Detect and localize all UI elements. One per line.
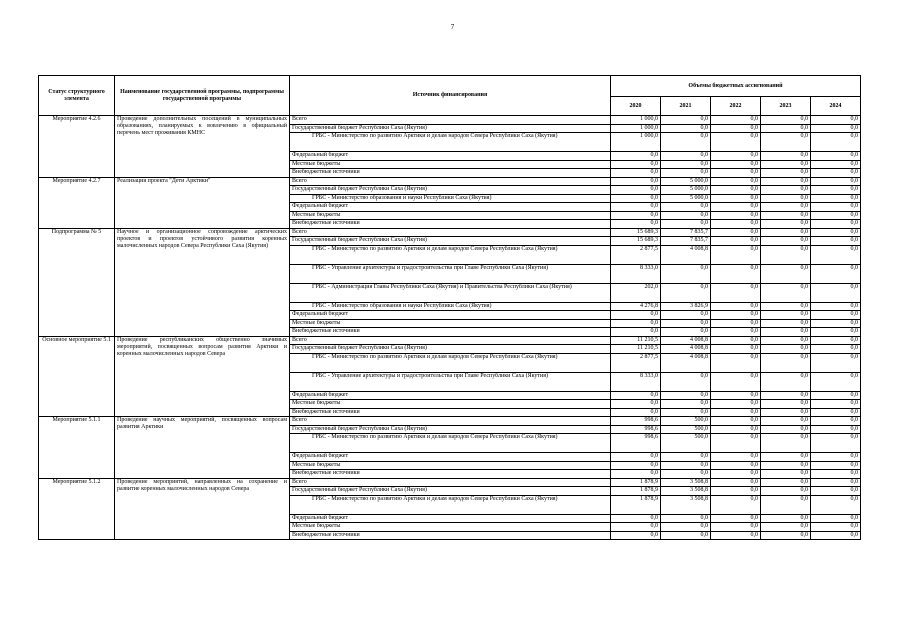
amount-cell: 4 008,8 xyxy=(661,336,711,345)
funding-source-cell: Внебюджетные источники xyxy=(290,169,611,178)
amount-cell: 0,0 xyxy=(711,133,761,152)
amount-cell: 0,0 xyxy=(611,203,661,212)
budget-table xyxy=(38,75,861,540)
table-row xyxy=(39,116,861,125)
amount-cell: 0,0 xyxy=(711,461,761,470)
amount-cell: 0,0 xyxy=(711,514,761,523)
amount-cell: 0,0 xyxy=(761,353,811,372)
amount-cell: 0,0 xyxy=(811,169,861,178)
funding-source-cell: Государственный бюджет Республики Саха (Якутия) xyxy=(290,124,611,133)
funding-source-cell: Федеральный бюджет xyxy=(290,453,611,462)
amount-cell: 0,0 xyxy=(761,531,811,540)
amount-cell: 0,0 xyxy=(761,523,811,532)
amount-cell: 0,0 xyxy=(611,211,661,220)
amount-cell: 500,0 xyxy=(661,425,711,434)
status-cell: Мероприятие 4.2.6 xyxy=(39,116,115,178)
amount-cell: 0,0 xyxy=(761,336,811,345)
amount-cell: 0,0 xyxy=(611,169,661,178)
amount-cell: 0,0 xyxy=(761,391,811,400)
amount-cell: 0,0 xyxy=(711,425,761,434)
header-volumes: Объемы бюджетных ассигнований xyxy=(611,76,861,97)
amount-cell: 0,0 xyxy=(711,245,761,264)
amount-cell: 1 878,9 xyxy=(611,495,661,514)
page-number: 7 xyxy=(450,23,455,31)
amount-cell: 0,0 xyxy=(711,391,761,400)
amount-cell: 0,0 xyxy=(761,461,811,470)
amount-cell: 0,0 xyxy=(811,311,861,320)
amount-cell: 0,0 xyxy=(811,211,861,220)
funding-source-cell: Федеральный бюджет xyxy=(290,152,611,161)
amount-cell: 1 878,9 xyxy=(611,487,661,496)
funding-source-cell: ГРБС - Управление архитектуры и градостроительства при Главе Республики Саха (Якутия) xyxy=(290,264,611,283)
amount-cell: 1 878,9 xyxy=(611,478,661,487)
funding-source-cell: Всего xyxy=(290,417,611,426)
amount-cell: 0,0 xyxy=(611,408,661,417)
amount-cell: 998,6 xyxy=(611,417,661,426)
amount-cell: 0,0 xyxy=(711,495,761,514)
funding-source-cell: ГРБС - Министерство образования и науки Республики Саха (Якутия) xyxy=(290,194,611,203)
amount-cell: 0,0 xyxy=(661,400,711,409)
funding-source-cell: Местные бюджеты xyxy=(290,461,611,470)
amount-cell: 0,0 xyxy=(711,169,761,178)
amount-cell: 998,6 xyxy=(611,434,661,453)
status-cell: Мероприятие 5.1.2 xyxy=(39,478,115,540)
amount-cell: 0,0 xyxy=(711,453,761,462)
amount-cell: 0,0 xyxy=(811,194,861,203)
amount-cell: 0,0 xyxy=(761,211,811,220)
amount-cell: 0,0 xyxy=(661,523,711,532)
amount-cell: 0,0 xyxy=(811,124,861,133)
amount-cell: 0,0 xyxy=(661,264,711,283)
amount-cell: 0,0 xyxy=(661,160,711,169)
amount-cell: 0,0 xyxy=(811,220,861,229)
amount-cell: 0,0 xyxy=(761,319,811,328)
amount-cell: 0,0 xyxy=(811,328,861,337)
amount-cell: 0,0 xyxy=(711,328,761,337)
amount-cell: 0,0 xyxy=(811,470,861,479)
amount-cell: 0,0 xyxy=(661,124,711,133)
amount-cell: 998,6 xyxy=(611,425,661,434)
amount-cell: 0,0 xyxy=(661,152,711,161)
amount-cell: 0,0 xyxy=(811,434,861,453)
amount-cell: 0,0 xyxy=(811,487,861,496)
amount-cell: 1 000,0 xyxy=(611,116,661,125)
funding-source-cell: ГРБС - Министерство по развитию Арктики и делам народов Севера Республики Саха (Якутия) xyxy=(290,495,611,514)
amount-cell: 0,0 xyxy=(661,133,711,152)
amount-cell: 0,0 xyxy=(811,523,861,532)
amount-cell: 0,0 xyxy=(811,264,861,283)
amount-cell: 5 000,0 xyxy=(661,194,711,203)
amount-cell: 0,0 xyxy=(611,328,661,337)
funding-source-cell: Местные бюджеты xyxy=(290,319,611,328)
amount-cell: 0,0 xyxy=(611,391,661,400)
header-name: Наименование государственной программы, подпрограммы государственной программы xyxy=(115,76,290,116)
amount-cell: 0,0 xyxy=(761,408,811,417)
amount-cell: 0,0 xyxy=(711,203,761,212)
amount-cell: 0,0 xyxy=(711,220,761,229)
amount-cell: 0,0 xyxy=(611,461,661,470)
funding-source-cell: ГРБС - Министерство образования и науки Республики Саха (Якутия) xyxy=(290,302,611,311)
amount-cell: 0,0 xyxy=(811,531,861,540)
amount-cell: 0,0 xyxy=(611,160,661,169)
amount-cell: 0,0 xyxy=(761,400,811,409)
amount-cell: 15 689,3 xyxy=(611,228,661,237)
program-name-cell: Проведение республиканских общественно значимых мероприятий, посвященных вопросам развития Арктики и коренных малочисленных народов Севера xyxy=(115,336,290,417)
amount-cell: 0,0 xyxy=(661,470,711,479)
program-name-cell: Научное и организационное сопровождение арктических проектов и проектов устойчивого развития коренных малочисленных народов Севера Республики Саха (Якутия) xyxy=(115,228,290,336)
amount-cell: 0,0 xyxy=(711,523,761,532)
amount-cell: 0,0 xyxy=(711,531,761,540)
header-year: 2022 xyxy=(711,97,761,116)
program-name-cell: Проведение дополнительных посещений в муниципальных образованиях, планируемых к вовлечению в официальный перечень мест проживания КМНС xyxy=(115,116,290,178)
funding-source-cell: Государственный бюджет Республики Саха (Якутия) xyxy=(290,345,611,354)
amount-cell: 0,0 xyxy=(761,194,811,203)
amount-cell: 0,0 xyxy=(811,514,861,523)
amount-cell: 0,0 xyxy=(711,237,761,246)
amount-cell: 0,0 xyxy=(761,495,811,514)
amount-cell: 0,0 xyxy=(711,211,761,220)
header-status: Статус структурного элемента xyxy=(39,76,115,116)
amount-cell: 0,0 xyxy=(811,345,861,354)
amount-cell: 0,0 xyxy=(811,160,861,169)
funding-source-cell: Внебюджетные источники xyxy=(290,408,611,417)
amount-cell: 3 508,8 xyxy=(661,495,711,514)
status-cell: Подпрограмма № 5 xyxy=(39,228,115,336)
amount-cell: 0,0 xyxy=(811,372,861,391)
amount-cell: 0,0 xyxy=(711,400,761,409)
funding-source-cell: Местные бюджеты xyxy=(290,160,611,169)
amount-cell: 15 689,3 xyxy=(611,237,661,246)
table-header xyxy=(39,76,861,116)
amount-cell: 0,0 xyxy=(711,434,761,453)
program-name-cell: Реализация проекта "Дети Арктики" xyxy=(115,177,290,228)
amount-cell: 4 008,8 xyxy=(661,353,711,372)
amount-cell: 0,0 xyxy=(761,264,811,283)
amount-cell: 0,0 xyxy=(761,425,811,434)
amount-cell: 0,0 xyxy=(661,116,711,125)
header-year: 2024 xyxy=(811,97,861,116)
amount-cell: 0,0 xyxy=(811,237,861,246)
amount-cell: 0,0 xyxy=(811,336,861,345)
amount-cell: 0,0 xyxy=(761,228,811,237)
funding-source-cell: Федеральный бюджет xyxy=(290,391,611,400)
amount-cell: 0,0 xyxy=(761,220,811,229)
amount-cell: 500,0 xyxy=(661,434,711,453)
funding-source-cell: Внебюджетные источники xyxy=(290,328,611,337)
amount-cell: 0,0 xyxy=(761,345,811,354)
amount-cell: 0,0 xyxy=(711,160,761,169)
amount-cell: 0,0 xyxy=(661,531,711,540)
amount-cell: 0,0 xyxy=(811,417,861,426)
amount-cell: 0,0 xyxy=(761,417,811,426)
amount-cell: 0,0 xyxy=(661,169,711,178)
funding-source-cell: Федеральный бюджет xyxy=(290,203,611,212)
amount-cell: 0,0 xyxy=(711,353,761,372)
amount-cell: 0,0 xyxy=(761,124,811,133)
status-cell: Основное мероприятие 5.1 xyxy=(39,336,115,417)
amount-cell: 0,0 xyxy=(811,203,861,212)
amount-cell: 7 835,7 xyxy=(661,228,711,237)
amount-cell: 0,0 xyxy=(661,311,711,320)
amount-cell: 0,0 xyxy=(711,336,761,345)
amount-cell: 0,0 xyxy=(711,487,761,496)
amount-cell: 0,0 xyxy=(711,408,761,417)
amount-cell: 0,0 xyxy=(611,523,661,532)
funding-source-cell: Всего xyxy=(290,228,611,237)
funding-source-cell: ГРБС - Министерство по развитию Арктики и делам народов Севера Республики Саха (Якутия) xyxy=(290,245,611,264)
amount-cell: 0,0 xyxy=(711,478,761,487)
amount-cell: 0,0 xyxy=(661,319,711,328)
amount-cell: 0,0 xyxy=(761,169,811,178)
amount-cell: 0,0 xyxy=(611,177,661,186)
amount-cell: 0,0 xyxy=(661,220,711,229)
funding-source-cell: Государственный бюджет Республики Саха (Якутия) xyxy=(290,425,611,434)
funding-source-cell: Всего xyxy=(290,116,611,125)
table-row xyxy=(39,228,861,237)
amount-cell: 0,0 xyxy=(711,311,761,320)
funding-source-cell: ГРБС - Администрация Главы Республики Саха (Якутия) и Правительства Республики Саха (Якутия) xyxy=(290,283,611,302)
amount-cell: 0,0 xyxy=(761,152,811,161)
amount-cell: 4 008,8 xyxy=(661,345,711,354)
amount-cell: 0,0 xyxy=(761,245,811,264)
funding-source-cell: Всего xyxy=(290,336,611,345)
funding-source-cell: Внебюджетные источники xyxy=(290,531,611,540)
amount-cell: 2 877,5 xyxy=(611,245,661,264)
amount-cell: 0,0 xyxy=(711,417,761,426)
amount-cell: 0,0 xyxy=(611,186,661,195)
amount-cell: 0,0 xyxy=(761,203,811,212)
amount-cell: 0,0 xyxy=(761,116,811,125)
amount-cell: 0,0 xyxy=(811,177,861,186)
amount-cell: 0,0 xyxy=(711,283,761,302)
funding-source-cell: Внебюджетные источники xyxy=(290,220,611,229)
table-row xyxy=(39,177,861,186)
funding-source-cell: Всего xyxy=(290,177,611,186)
amount-cell: 0,0 xyxy=(661,453,711,462)
amount-cell: 0,0 xyxy=(711,345,761,354)
amount-cell: 0,0 xyxy=(811,186,861,195)
amount-cell: 500,0 xyxy=(661,417,711,426)
amount-cell: 0,0 xyxy=(661,372,711,391)
amount-cell: 0,0 xyxy=(761,434,811,453)
table-row xyxy=(39,336,861,345)
funding-source-cell: Государственный бюджет Республики Саха (Якутия) xyxy=(290,237,611,246)
amount-cell: 0,0 xyxy=(811,302,861,311)
amount-cell: 4 008,8 xyxy=(661,245,711,264)
table-row xyxy=(39,478,861,487)
amount-cell: 0,0 xyxy=(661,328,711,337)
amount-cell: 0,0 xyxy=(661,203,711,212)
amount-cell: 0,0 xyxy=(811,228,861,237)
funding-source-cell: Государственный бюджет Республики Саха (Якутия) xyxy=(290,487,611,496)
amount-cell: 11 210,5 xyxy=(611,336,661,345)
amount-cell: 3 508,8 xyxy=(661,487,711,496)
program-name-cell: Проведение мероприятий, направленных на сохранение и развитие коренных малочисленных народов Севера xyxy=(115,478,290,540)
funding-source-cell: ГРБС - Управление архитектуры и градостроительства при Главе Республики Саха (Якутия) xyxy=(290,372,611,391)
table-row xyxy=(39,417,861,426)
amount-cell: 0,0 xyxy=(811,408,861,417)
amount-cell: 0,0 xyxy=(811,495,861,514)
amount-cell: 5 000,0 xyxy=(661,186,711,195)
amount-cell: 0,0 xyxy=(761,311,811,320)
funding-source-cell: Местные бюджеты xyxy=(290,211,611,220)
amount-cell: 0,0 xyxy=(661,283,711,302)
amount-cell: 0,0 xyxy=(611,453,661,462)
amount-cell: 0,0 xyxy=(811,116,861,125)
amount-cell: 0,0 xyxy=(761,514,811,523)
amount-cell: 0,0 xyxy=(811,245,861,264)
amount-cell: 0,0 xyxy=(611,319,661,328)
amount-cell: 0,0 xyxy=(611,400,661,409)
amount-cell: 2 877,5 xyxy=(611,353,661,372)
amount-cell: 0,0 xyxy=(811,400,861,409)
amount-cell: 0,0 xyxy=(711,264,761,283)
amount-cell: 0,0 xyxy=(611,470,661,479)
amount-cell: 0,0 xyxy=(761,160,811,169)
amount-cell: 8 333,0 xyxy=(611,264,661,283)
amount-cell: 0,0 xyxy=(761,372,811,391)
amount-cell: 0,0 xyxy=(711,177,761,186)
amount-cell: 0,0 xyxy=(661,461,711,470)
amount-cell: 5 000,0 xyxy=(661,177,711,186)
header-year: 2023 xyxy=(761,97,811,116)
amount-cell: 0,0 xyxy=(811,319,861,328)
amount-cell: 0,0 xyxy=(711,124,761,133)
status-cell: Мероприятие 4.2.7 xyxy=(39,177,115,228)
amount-cell: 0,0 xyxy=(711,194,761,203)
amount-cell: 0,0 xyxy=(761,302,811,311)
amount-cell: 0,0 xyxy=(761,186,811,195)
amount-cell: 3 508,8 xyxy=(661,478,711,487)
amount-cell: 0,0 xyxy=(761,328,811,337)
amount-cell: 0,0 xyxy=(711,302,761,311)
amount-cell: 0,0 xyxy=(811,152,861,161)
table-body xyxy=(39,116,861,540)
amount-cell: 0,0 xyxy=(711,186,761,195)
amount-cell: 0,0 xyxy=(611,220,661,229)
amount-cell: 0,0 xyxy=(811,453,861,462)
amount-cell: 0,0 xyxy=(761,133,811,152)
amount-cell: 0,0 xyxy=(811,425,861,434)
funding-source-cell: Местные бюджеты xyxy=(290,523,611,532)
amount-cell: 0,0 xyxy=(661,408,711,417)
amount-cell: 8 333,0 xyxy=(611,372,661,391)
amount-cell: 0,0 xyxy=(711,470,761,479)
amount-cell: 0,0 xyxy=(811,391,861,400)
amount-cell: 0,0 xyxy=(611,311,661,320)
amount-cell: 0,0 xyxy=(711,319,761,328)
amount-cell: 0,0 xyxy=(711,152,761,161)
amount-cell: 0,0 xyxy=(661,211,711,220)
funding-source-cell: Всего xyxy=(290,478,611,487)
amount-cell: 0,0 xyxy=(811,133,861,152)
amount-cell: 0,0 xyxy=(811,353,861,372)
funding-source-cell: ГРБС - Министерство по развитию Арктики и делам народов Севера Республики Саха (Якутия) xyxy=(290,133,611,152)
amount-cell: 0,0 xyxy=(761,177,811,186)
amount-cell: 3 826,9 xyxy=(661,302,711,311)
header-source: Источник финансирования xyxy=(290,76,611,116)
amount-cell: 0,0 xyxy=(761,453,811,462)
amount-cell: 0,0 xyxy=(711,372,761,391)
amount-cell: 0,0 xyxy=(611,531,661,540)
amount-cell: 0,0 xyxy=(611,514,661,523)
amount-cell: 0,0 xyxy=(761,478,811,487)
status-cell: Мероприятие 5.1.1 xyxy=(39,417,115,479)
amount-cell: 1 000,0 xyxy=(611,133,661,152)
amount-cell: 0,0 xyxy=(761,470,811,479)
amount-cell: 0,0 xyxy=(761,237,811,246)
funding-source-cell: ГРБС - Министерство по развитию Арктики и делам народов Севера Республики Саха (Якутия) xyxy=(290,353,611,372)
funding-source-cell: Государственный бюджет Республики Саха (Якутия) xyxy=(290,186,611,195)
funding-source-cell: Внебюджетные источники xyxy=(290,470,611,479)
funding-source-cell: ГРБС - Министерство по развитию Арктики и делам народов Севера Республики Саха (Якутия) xyxy=(290,434,611,453)
amount-cell: 0,0 xyxy=(811,461,861,470)
program-name-cell: Проведение научных мероприятий, посвященных вопросам развития Арктики xyxy=(115,417,290,479)
amount-cell: 7 835,7 xyxy=(661,237,711,246)
amount-cell: 0,0 xyxy=(611,194,661,203)
header-year: 2021 xyxy=(661,97,711,116)
funding-source-cell: Федеральный бюджет xyxy=(290,514,611,523)
amount-cell: 0,0 xyxy=(661,391,711,400)
amount-cell: 4 276,8 xyxy=(611,302,661,311)
amount-cell: 0,0 xyxy=(661,514,711,523)
amount-cell: 1 000,0 xyxy=(611,124,661,133)
funding-source-cell: Федеральный бюджет xyxy=(290,311,611,320)
amount-cell: 0,0 xyxy=(711,116,761,125)
amount-cell: 11 210,5 xyxy=(611,345,661,354)
amount-cell: 0,0 xyxy=(611,152,661,161)
amount-cell: 0,0 xyxy=(711,228,761,237)
funding-source-cell: Местные бюджеты xyxy=(290,400,611,409)
amount-cell: 0,0 xyxy=(761,283,811,302)
amount-cell: 202,0 xyxy=(611,283,661,302)
amount-cell: 0,0 xyxy=(761,487,811,496)
header-year: 2020 xyxy=(611,97,661,116)
amount-cell: 0,0 xyxy=(811,478,861,487)
amount-cell: 0,0 xyxy=(811,283,861,302)
